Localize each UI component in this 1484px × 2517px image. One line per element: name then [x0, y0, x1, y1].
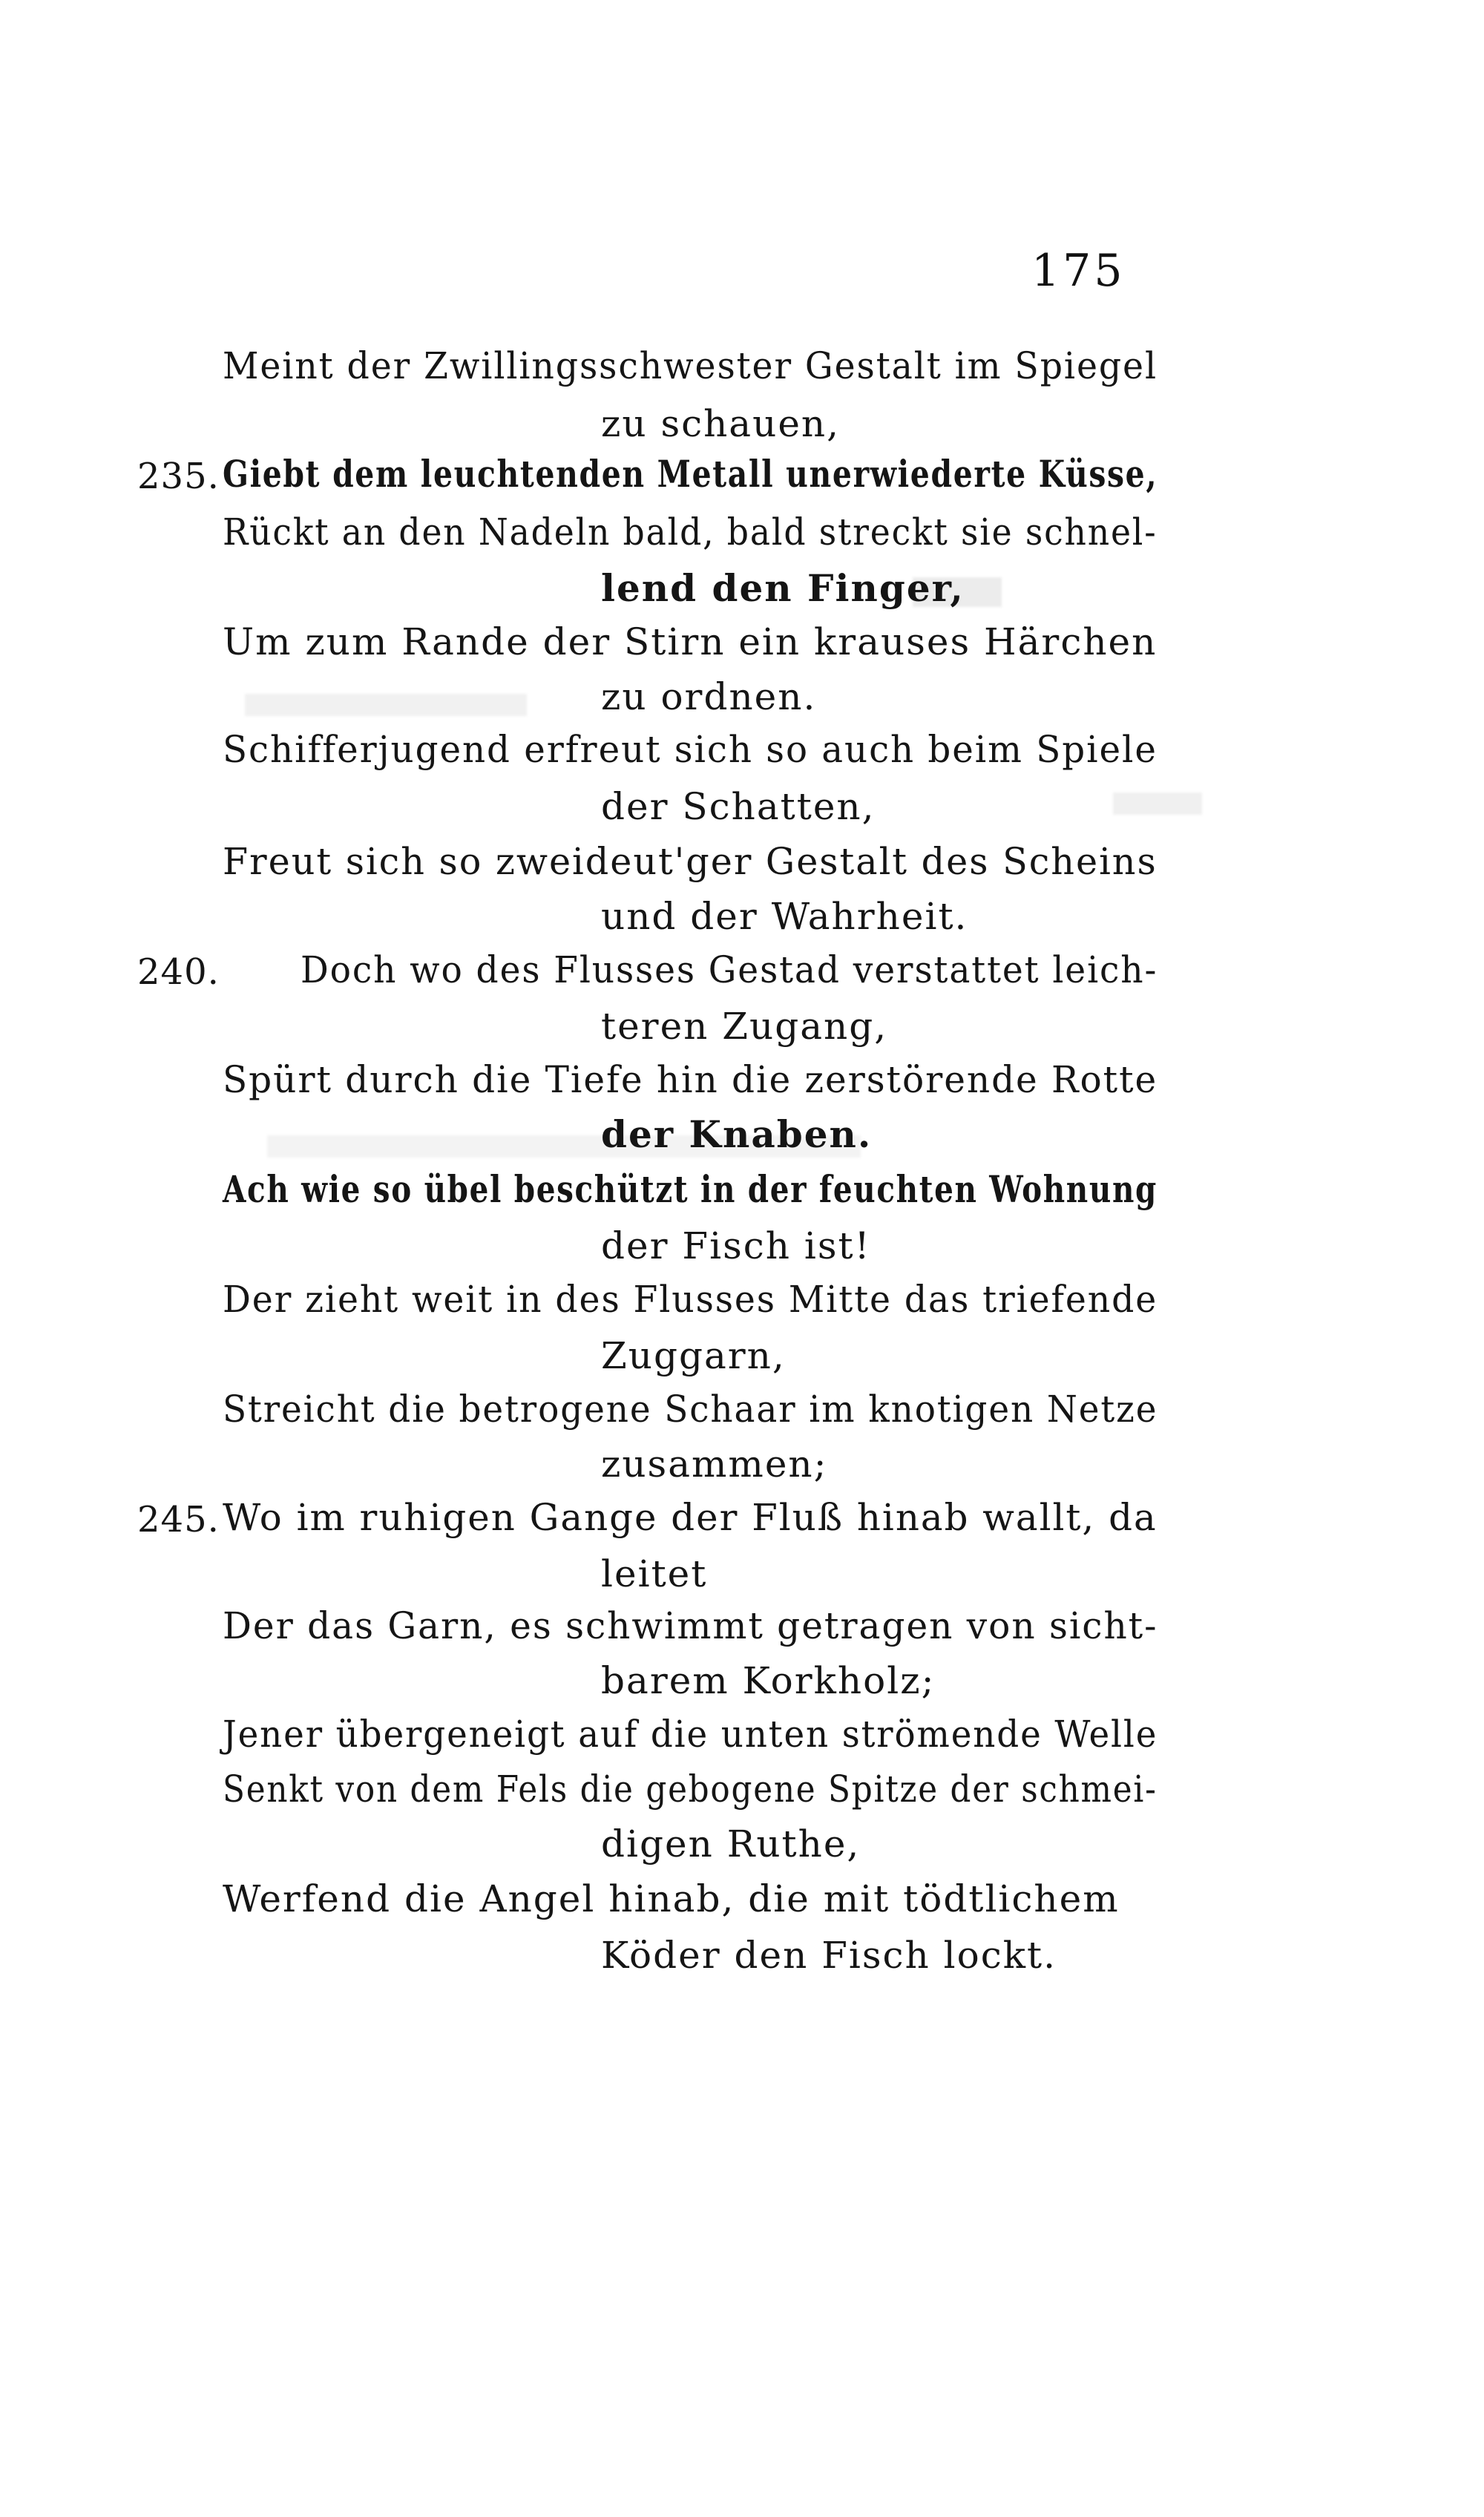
- line-number-235: 235.: [137, 456, 220, 497]
- line-number-245: 245.: [137, 1499, 220, 1540]
- text-line: Wo im ruhigen Gange der Fluß hinab wallt, da: [223, 1496, 1158, 1539]
- text-line: der Knaben.: [601, 1112, 873, 1156]
- text-line: Senkt von dem Fels die gebogene Spitze der schmei-: [223, 1768, 1158, 1811]
- text-line: Der das Garn, es schwimmt getragen von sicht-: [223, 1604, 1158, 1647]
- text-line: Rückt an den Nadeln bald, bald streckt sie schnel-: [223, 511, 1158, 554]
- text-line: Zuggarn,: [601, 1334, 786, 1377]
- text-line: Giebt dem leuchtenden Metall unerwiederte Küsse,: [223, 452, 1158, 496]
- line-number-240: 240.: [137, 951, 220, 993]
- text-line: Werfend die Angel hinab, die mit tödtlichem: [223, 1877, 1120, 1920]
- text-line: barem Korkholz;: [601, 1659, 936, 1702]
- text-line: Der zieht weit in des Flusses Mitte das triefende: [223, 1278, 1158, 1321]
- text-line: Meint der Zwillingsschwester Gestalt im Spiegel: [223, 344, 1158, 387]
- text-line: Spürt durch die Tiefe hin die zerstörende Rotte: [223, 1058, 1158, 1101]
- text-line: Freut sich so zweideut'ger Gestalt des Scheins: [223, 840, 1158, 883]
- text-line: Köder den Fisch lockt.: [601, 1934, 1057, 1977]
- text-line: lend den Finger,: [601, 566, 965, 610]
- text-line: der Fisch ist!: [601, 1224, 871, 1267]
- text-line: Um zum Rande der Stirn ein krauses Härchen: [223, 620, 1158, 663]
- text-line: Jener übergeneigt auf die unten strömende Welle: [223, 1713, 1158, 1756]
- text-line: zu ordnen.: [601, 675, 817, 718]
- text-line: leitet: [601, 1552, 708, 1595]
- show-through-shading: [1113, 792, 1202, 815]
- text-line: der Schatten,: [601, 785, 876, 828]
- text-line: digen Ruthe,: [601, 1822, 861, 1865]
- text-line: zusammen;: [601, 1443, 828, 1486]
- text-line: zu schauen,: [601, 402, 840, 445]
- text-line: und der Wahrheit.: [601, 895, 968, 938]
- text-line: Ach wie so übel beschützt in der feuchten Wohnung: [223, 1167, 1158, 1211]
- text-line: Streicht die betrogene Schaar im knotigen Netze: [223, 1388, 1158, 1431]
- text-line: Doch wo des Flusses Gestad verstattet leich-: [301, 948, 1158, 991]
- page-number: 175: [1031, 245, 1126, 297]
- show-through-shading: [245, 694, 527, 716]
- text-line: Schifferjugend erfreut sich so auch beim Spiele: [223, 728, 1158, 771]
- text-line: teren Zugang,: [601, 1005, 888, 1048]
